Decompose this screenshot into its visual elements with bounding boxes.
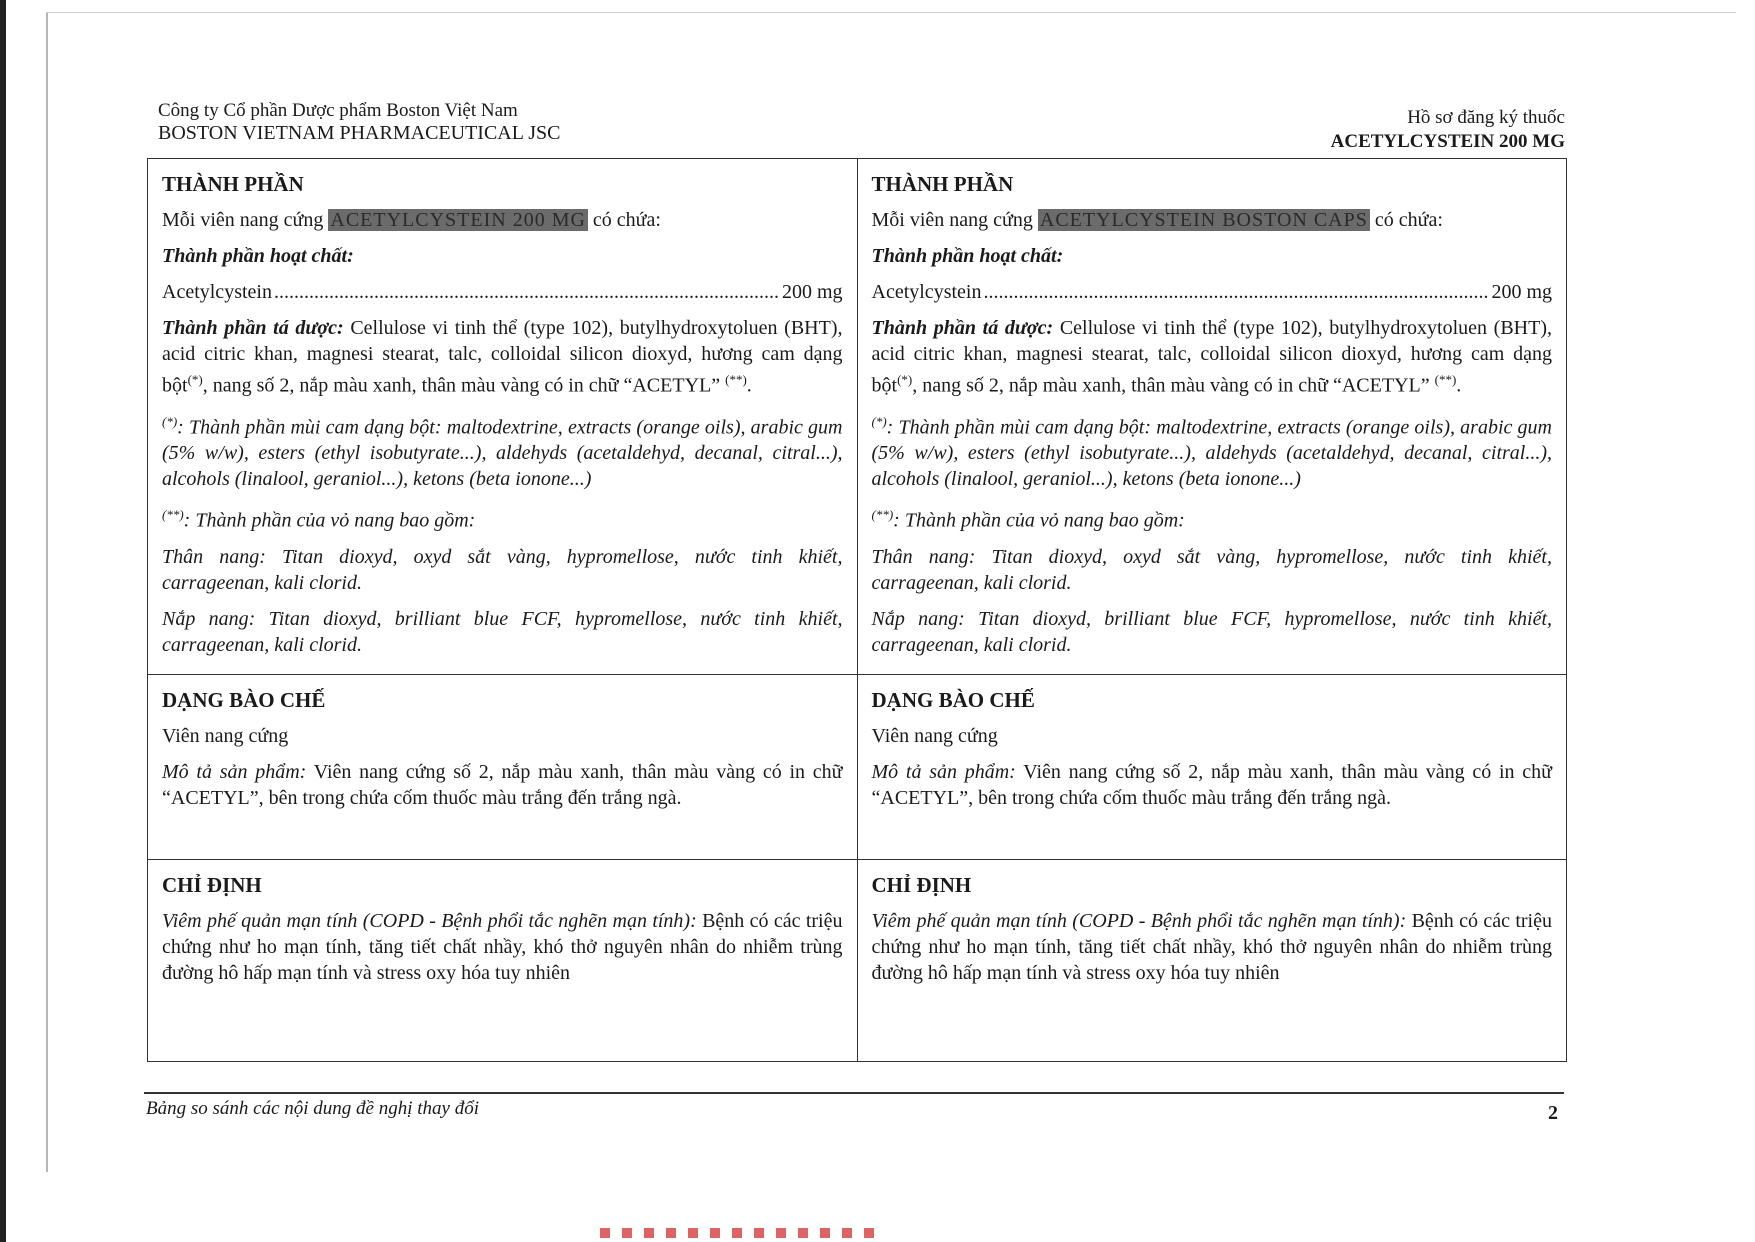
ingredients-old-cell bbox=[148, 159, 858, 675]
excipient-text: Cellulose vi tinh thể (type 102), butylhydroxytoluen (BHT), acid citric khan, magnesi stearat, talc, colloidal silicon dioxyd, hương cam dạng bột bbox=[162, 317, 843, 397]
excipient-text-2: , nang số 2, nắp màu xanh, thân màu vàng có in chữ “ACETYL” bbox=[912, 374, 1430, 397]
product-description bbox=[872, 759, 1553, 811]
active-heading: Thành phần hoạt chất: bbox=[871, 245, 1064, 267]
section-title: THÀNH PHẦN bbox=[162, 172, 304, 196]
document-type: Hồ sơ đăng ký thuốc bbox=[1407, 107, 1565, 128]
product-title: ACETYLCYSTEIN 200 MG bbox=[1330, 131, 1565, 152]
scan-edge bbox=[0, 0, 6, 1242]
excipient-text-2: , nang số 2, nắp màu xanh, thân màu vàng có in chữ “ACETYL” bbox=[202, 374, 721, 397]
footnote-shell bbox=[162, 502, 843, 534]
intro-prefix: Mỗi viên nang cứng bbox=[162, 209, 324, 231]
ingredients-row bbox=[148, 159, 1567, 675]
dosage-form: Viên nang cứng bbox=[871, 724, 998, 747]
footnote-mark: (*) bbox=[897, 372, 913, 387]
footnote-shell-text: : Thành phần của vỏ nang bao gồm: bbox=[893, 509, 1185, 532]
footnote-flavor-text: : Thành phần mùi cam dạng bột: maltodextrine, extracts (orange oils), arabic gum (5% w/w), esters (ethyl isobutyrate...), aldehyds (acetaldehyd, decanal, citral...), alcohols (linalool, geraniol...), ketons (beta ionone...) bbox=[162, 416, 843, 491]
scan-margin-line bbox=[46, 12, 48, 1172]
comparison-table bbox=[147, 158, 1567, 1062]
dosage-form: Viên nang cứng bbox=[162, 724, 289, 747]
excipients: Thành phần tá dược: Cellulose vi tinh thể (type 102), butylhydroxytoluen (BHT), acid citric khan, magnesi stearat, talc, colloidal silicon dioxyd, hương cam dạng bột(*), nang số 2, nắp màu xanh, thân màu vàng có in chữ “ACETYL” (**). bbox=[162, 317, 843, 397]
scan-top-line bbox=[46, 12, 1736, 13]
intro-prefix: Mỗi viên nang cứng bbox=[871, 209, 1033, 231]
product-name-highlight: ACETYLCYSTEIN BOSTON CAPS bbox=[1039, 209, 1368, 231]
excipient-heading: Thành phần tá dược: bbox=[162, 317, 344, 339]
section-title: CHỈ ĐỊNH bbox=[871, 872, 972, 897]
indication-lead: Viêm phế quản mạn tính (COPD - Bệnh phổi tắc nghẽn mạn tính): bbox=[871, 909, 1407, 932]
active-amount: 200 mg bbox=[781, 281, 843, 303]
footnote-mark: (**) bbox=[162, 507, 184, 523]
indication-body: Bệnh có các triệu chứng như ho mạn tính, tăng tiết chất nhầy, khó thở nguyên nhân do nhiễm trùng đường hô hấp mạn tính và stress oxy hóa tuy nhiên bbox=[871, 909, 1552, 984]
intro-suffix: có chứa: bbox=[1374, 209, 1443, 231]
indication-text bbox=[162, 908, 843, 986]
description-label: Mô tả sản phẩm: bbox=[871, 760, 1016, 783]
footnote-mark: (*) bbox=[162, 413, 178, 429]
footnote-mark: (**) bbox=[725, 372, 747, 387]
company-name-en: BOSTON VIETNAM PHARMACEUTICAL JSC bbox=[158, 122, 561, 144]
indications-row bbox=[148, 859, 1567, 1061]
footnote-mark: (**) bbox=[1434, 372, 1457, 387]
active-heading: Thành phần hoạt chất: bbox=[162, 245, 354, 267]
dosage-form-row bbox=[148, 674, 1567, 859]
page-number: 2 bbox=[1548, 1102, 1558, 1124]
footnote-mark: (*) bbox=[187, 372, 203, 387]
footnote-shell bbox=[872, 502, 1553, 534]
excipients: Thành phần tá dược: Cellulose vi tinh thể (type 102), butylhydroxytoluen (BHT), acid citric khan, magnesi stearat, talc, colloidal silicon dioxyd, hương cam dạng bột(*), nang số 2, nắp màu xanh, thân màu vàng có in chữ “ACETYL” (**). bbox=[871, 317, 1552, 397]
active-amount: 200 mg bbox=[1491, 281, 1552, 303]
dosage-new-cell bbox=[857, 674, 1567, 859]
active-line bbox=[162, 279, 843, 305]
ingredients-new-cell bbox=[857, 159, 1567, 675]
section-title: CHỈ ĐỊNH bbox=[162, 872, 262, 897]
dosage-old-cell bbox=[148, 674, 858, 859]
footnote-shell-text: : Thành phần của vỏ nang bao gồm: bbox=[183, 509, 476, 532]
excipient-text: Cellulose vi tinh thể (type 102), butylhydroxytoluen (BHT), acid citric khan, magnesi stearat, talc, colloidal silicon dioxyd, hương cam dạng bột bbox=[871, 317, 1552, 397]
footnote-mark: (*) bbox=[871, 413, 887, 429]
capsule-intro bbox=[162, 207, 843, 233]
active-line bbox=[872, 279, 1553, 305]
section-title: DẠNG BÀO CHẾ bbox=[162, 687, 326, 712]
capsule-body-text: Thân nang: Titan dioxyd, oxyd sắt vàng, hypromellose, nước tinh khiết, carrageenan, kali clorid. bbox=[871, 545, 1552, 594]
capsule-body-text: Thân nang: Titan dioxyd, oxyd sắt vàng, hypromellose, nước tinh khiết, carrageenan, kali clorid. bbox=[162, 545, 843, 594]
description-text: Viên nang cứng số 2, nắp màu xanh, thân màu vàng có in chữ “ACETYL”, bên trong chứa cốm thuốc màu trắng đến trắng ngà. bbox=[162, 760, 843, 809]
active-name: Acetylcystein bbox=[871, 281, 982, 303]
intro-suffix: có chứa: bbox=[592, 209, 661, 231]
company-header bbox=[158, 100, 560, 144]
footer-caption: Bảng so sánh các nội dung đề nghị thay đổi bbox=[146, 1098, 479, 1119]
indication-text bbox=[872, 908, 1553, 986]
footnote-flavor bbox=[872, 409, 1553, 493]
active-name: Acetylcystein bbox=[162, 281, 272, 303]
section-title: DẠNG BÀO CHẾ bbox=[871, 687, 1035, 712]
footer-rule bbox=[144, 1092, 1564, 1094]
capsule-cap-text: Nắp nang: Titan dioxyd, brilliant blue FCF, hypromellose, nước tinh khiết, carrageenan, kali clorid. bbox=[871, 607, 1552, 656]
capsule-cap-text: Nắp nang: Titan dioxyd, brilliant blue FCF, hypromellose, nước tinh khiết, carrageenan, kali clorid. bbox=[162, 607, 843, 656]
indications-old-cell bbox=[148, 859, 858, 1061]
dot-leader bbox=[983, 279, 1489, 305]
product-description bbox=[162, 759, 843, 811]
stamp-fragment bbox=[600, 1228, 880, 1238]
description-label: Mô tả sản phẩm: bbox=[162, 760, 307, 783]
dot-leader bbox=[274, 279, 780, 305]
document-header bbox=[1331, 106, 1565, 154]
indication-lead: Viêm phế quản mạn tính (COPD - Bệnh phổi tắc nghẽn mạn tính): bbox=[162, 909, 697, 932]
excipient-heading: Thành phần tá dược: bbox=[871, 317, 1054, 339]
indication-body: Bệnh có các triệu chứng như ho mạn tính, tăng tiết chất nhầy, khó thở nguyên nhân do nhiễm trùng đường hô hấp mạn tính và stress oxy hóa tuy nhiên bbox=[162, 909, 843, 984]
footnote-flavor-text: : Thành phần mùi cam dạng bột: maltodextrine, extracts (orange oils), arabic gum (5% w/w), esters (ethyl isobutyrate...), aldehyds (acetaldehyd, decanal, citral...), alcohols (linalool, geraniol...), ketons (beta ionone...) bbox=[871, 416, 1552, 491]
section-title: THÀNH PHẦN bbox=[871, 172, 1014, 196]
indications-new-cell bbox=[857, 859, 1567, 1061]
footnote-mark: (**) bbox=[871, 507, 894, 523]
capsule-intro bbox=[872, 207, 1553, 233]
company-name-vn: Công ty Cổ phần Dược phẩm Boston Việt Nam bbox=[158, 100, 518, 121]
product-name-highlight: ACETYLCYSTEIN 200 MG bbox=[330, 209, 586, 231]
description-text: Viên nang cứng số 2, nắp màu xanh, thân màu vàng có in chữ “ACETYL”, bên trong chứa cốm thuốc màu trắng đến trắng ngà. bbox=[871, 760, 1553, 809]
footnote-flavor bbox=[162, 409, 843, 493]
